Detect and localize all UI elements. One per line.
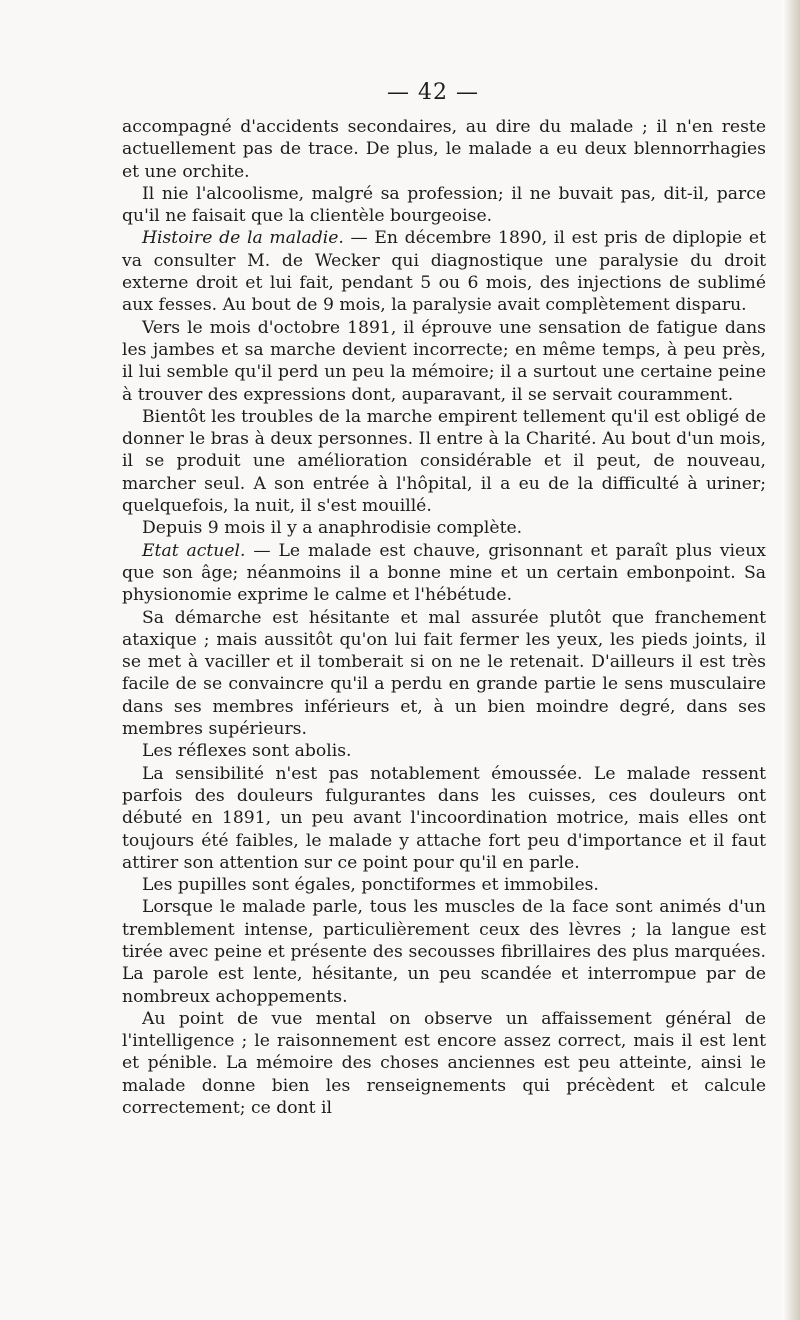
paragraph: Au point de vue mental on observe un affaissement général de l'intelligence ; le raisonnement est encore assez correct, mais il est lent et pénible. La mémoire des choses anciennes est peu atteinte, ainsi le malade donne bien les renseignements qui précèdent et calcule correctement; ce dont il (122, 1008, 766, 1119)
page-number: — 42 — (387, 80, 479, 105)
paragraph: accompagné d'accidents secondaires, au dire du malade ; il n'en reste actuellement pas de trace. De plus, le malade a eu deux blennorrhagies et une orchite. (122, 117, 766, 182)
paragraph: Les réflexes sont abolis. (142, 741, 352, 762)
section-heading-histoire: Histoire de la maladie. (142, 228, 344, 249)
paragraph: Lorsque le malade parle, tous les muscles de la face sont animés d'un tremblement intense, particulièrement ceux des lèvres ; la langue est tirée avec peine et présente des secousses fibrillaires des plus marquées. La parole est lente, hésitante, un peu scandée et interrompue par de nombreux achoppements. (122, 897, 766, 1007)
paragraph: Les pupilles sont égales, ponctiformes et immobiles. (142, 875, 599, 896)
paragraph-histoire: Histoire de la maladie. — En décembre 1890, il est pris de diplopie et va consulter M. de Wecker qui diagnostique une paralysie du droit externe droit et lui fait, pendant 5 ou 6 mois, des injections de sublimé aux fesses. Au bout de 9 mois, la paralysie avait complètement disparu. (122, 228, 766, 316)
paragraph: Il nie l'alcoolisme, malgré sa profession; il ne buvait pas, dit-il, parce qu'il ne faisait que la clientèle bourgeoise. (122, 183, 766, 227)
page-edge-shadow (782, 0, 800, 1320)
paragraph: La sensibilité n'est pas notablement émoussée. Le malade ressent parfois des douleurs fulgurantes dans les cuisses, ces douleurs ont débuté en 1891, un peu avant l'incoordination motrice, mais elles ont toujours été faibles, le malade y attache fort peu d'importance et il faut attirer son attention sur ce point pour qu'il en parle. (122, 763, 766, 873)
paragraph: Depuis 9 mois il y a anaphrodisie complète. (142, 518, 523, 539)
paragraph-etat-actuel: Etat actuel. — Le malade est chauve, grisonnant et paraît plus vieux que son âge; néanmoins il a bonne mine et un certain embonpoint. Sa physionomie exprime le calme et l'hébétude. (122, 540, 766, 606)
section-heading-etat-actuel: Etat actuel. (142, 540, 246, 561)
paragraph: Bientôt les troubles de la marche empirent tellement qu'il est obligé de donner le bras à deux personnes. Il entre à la Charité. Au bout d'un mois, il se produit une amélioration considérable et il peut, de nouveau, marcher seul. A son entrée à l'hôpital, il a eu de la difficulté à uriner; quelquefois, la nuit, il s'est mouillé. (122, 406, 766, 517)
paragraph: Sa démarche est hésitante et mal assurée plutôt que franchement ataxique ; mais aussitôt qu'on lui fait fermer les yeux, les pieds joints, il se met à vaciller et il tomberait si on ne le retenait. D'ailleurs il est très facile de se convaincre qu'il a perdu en grande partie le sens musculaire dans ses membres inférieurs et, à un bien moindre degré, dans ses membres supérieurs. (122, 607, 766, 740)
body-text (122, 116, 766, 1119)
paragraph: Vers le mois d'octobre 1891, il éprouve une sensation de fatigue dans les jambes et sa marche devient incorrecte; en même temps, à peu près, il lui semble qu'il perd un peu la mémoire; il a surtout une certaine peine à trouver des expressions dont, auparavant, il se servait couramment. (122, 317, 766, 405)
